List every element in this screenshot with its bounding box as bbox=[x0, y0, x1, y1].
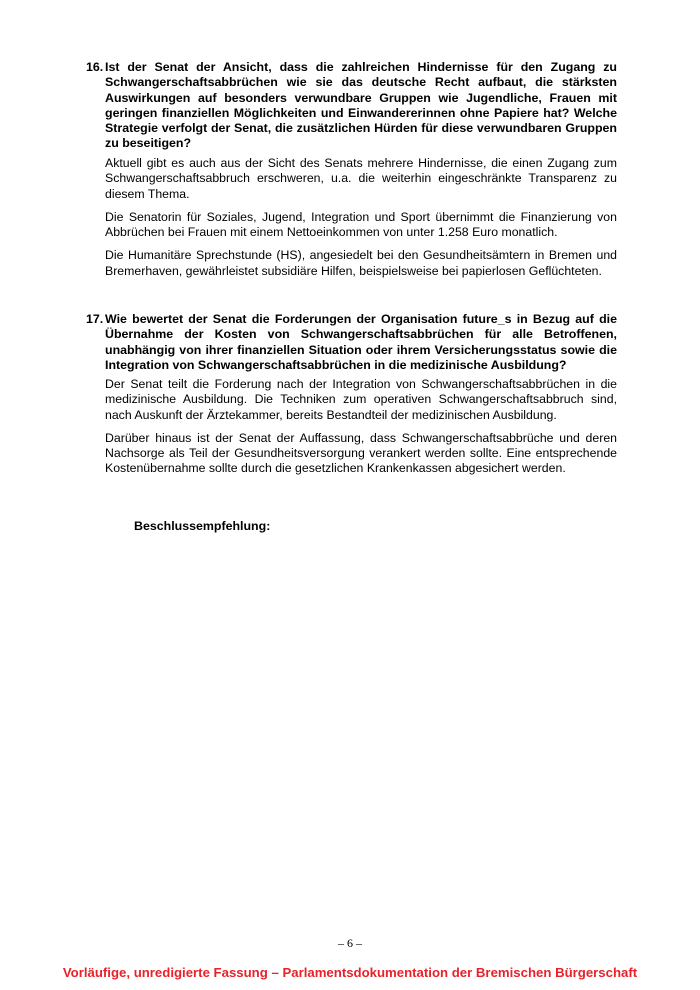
question-17-text: Wie bewertet der Senat die Forderungen der Organisation future_s in Bezug auf die Übernahme der Kosten von Schwangerschaftsabbrüchen für alle Betroffenen, unabhängig von ihrer finanziellen Situation oder ihrem Versicherungsstatus sowie die Integration von Schwangerschaftsabbrüchen in die medizinische Ausbildung? bbox=[105, 312, 617, 372]
answer-16-paragraph-1: Aktuell gibt es auch aus der Sicht des Senats mehrere Hindernisse, die einen Zugang zum Schwangerschaftsabbruch erschweren, u.a. die weiterhin eingeschränkte Transparenz zu diesem Thema. bbox=[105, 156, 617, 201]
answer-17-paragraph-2: Darüber hinaus ist der Senat der Auffassung, dass Schwangerschaftsabbrüche und deren Nachsorge als Teil der Gesundheitsversorgung verankert werden sollte. Eine entsprechende Kostenübernahme sollte durch die gesetzlichen Krankenkassen abgesichert werden. bbox=[105, 430, 617, 476]
answer-17-paragraph-1: Der Senat teilt die Forderung nach der Integration von Schwangerschaftsabbrüchen in die medizinische Ausbildung. Die Techniken zum operativen Schwangerschaftsabbruch sind, nach Auskunft der Ärztekammer, bereits Bestandteil der medizinischen Ausbildung. bbox=[105, 377, 617, 422]
answer-16-paragraph-2: Die Senatorin für Soziales, Jugend, Integration und Sport übernimmt die Finanzierung von Abbrüchen bei Frauen mit einem Nettoeinkommen von unter 1.258 Euro monatlich. bbox=[105, 209, 617, 240]
page-number: – 6 – bbox=[338, 936, 362, 950]
question-16 bbox=[86, 60, 617, 152]
answer-17 bbox=[105, 377, 617, 485]
question-17 bbox=[86, 312, 617, 373]
question-16-number: 16. bbox=[86, 60, 104, 74]
question-16-text: Ist der Senat der Ansicht, dass die zahlreichen Hindernisse für den Zugang zu Schwangerschaftsabbrüchen wie sie das deutsche Recht aufbaut, die stärksten Auswirkungen auf besonders verwundbare Gruppen wie Jugendliche, Frauen mit geringen finanziellen Möglichkeiten und Einwandererinnen ohne Papiere hat? Welche Strategie verfolgt der Senat, die zusätzlichen Hürden für diese verwundbaren Gruppen zu beseitigen? bbox=[105, 60, 617, 151]
answer-16 bbox=[105, 156, 617, 287]
answer-16-paragraph-3: Die Humanitäre Sprechstunde (HS), angesiedelt bei den Gesundheitsämtern in Bremen und Bremerhaven, gewährleistet subsidiäre Hilfen, beispielsweise bei papierlosen Geflüchteten. bbox=[105, 248, 617, 278]
footer-disclaimer: Vorläufige, unredigierte Fassung – Parlamentsdokumentation der Bremischen Bürgerschaft bbox=[62, 965, 638, 980]
recommendation-label: Beschlussempfehlung: bbox=[134, 519, 271, 533]
question-17-number: 17. bbox=[86, 312, 104, 326]
